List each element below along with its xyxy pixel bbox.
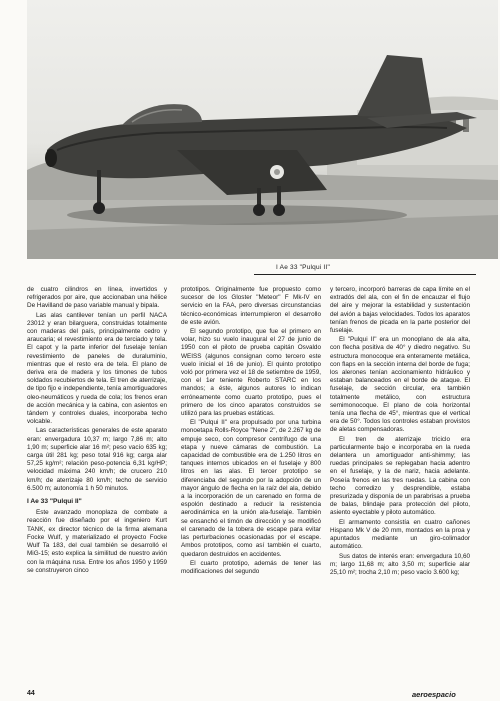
article-column-1 xyxy=(27,286,167,576)
section-heading: I Ae 33 "Pulqui II" xyxy=(27,498,82,506)
article-column-2 xyxy=(181,286,321,577)
paragraph: Sus datos de interés eran: envergadura 10,60 m; largo 11,68 m; alto 3,50 m; superficie alar 25,10 m²; trocha 2,10 m; peso vacío 3.600 kg; xyxy=(330,552,470,576)
paragraph: El tren de aterrizaje triciclo era particularmente bajo e incorporaba en la rueda delantera un amortiguador anti-shimmy; las ruedas principales se replegaban hacia adentro en el fuselaje, y la de nariz, hacia adelante. Poseía frenos en las tres ruedas. La cabina con techo corredizo y desprendible, estaba presurizada y disponía de un parabrisas a prueba de balas, blindaje para protección del piloto, asiento eyectable y piloto automático. xyxy=(330,435,470,517)
paragraph: Las alas cantilever tenían un perfil NACA 23012 y eran bilarguera, construidas totalmente con maderas del país, principalmente cedro y araucaria; el revestimiento era de terciado y tela. El capot y la parte inferior del fuselaje tenían revestimiento de paneles de duraluminio, mientras que el resto era de tela. El plano de deriva era de madera y los timones de tubos soldados recubiertos de tela. El tren de aterrizaje, de tipo fijo e independiente, tenía amortiguadores oleo-neumáticos y rueda de cola; los frenos eran de acción mecánica y la cabina, con asientos en tándem y controles duales, incorporaba techo volcable. xyxy=(27,311,167,426)
paragraph: El segundo prototipo, que fue el primero en volar, hizo su vuelo inaugural el 27 de junio de 1950 con el piloto de prueba capitán Osvaldo WEISS (algunos consignan como tercero este vuelo inicial el 16 de junio). El quinto prototipo voló por primera vez el 18 de setiembre de 1959, con el 1er teniente Roberto STARC en los mandos; a éste, algunos autores lo indican erróneamente como cuarto prototipo, pues el primero de los cinco aparatos construidos se utilizó para las pruebas estáticas. xyxy=(181,328,321,418)
paragraph: Las características generales de este aparato eran: envergadura 10,37 m; largo 7,86 m; alto 1,90 m; superficie alar 16 m²; peso vacío 635 kg; carga útil 281 kg; peso total 916 kg; carga alar 57,25 kg/m²; relación peso-potencia 6,31 kg/HP; velocidad máxima 240 km/h; de crucero 210 km/h; de aterrizaje 80 km/h; techo de servicio 6.500 m; autonomía 1 h 50 minutos. xyxy=(27,427,167,492)
paragraph: prototipos. Originalmente fue propuesto como sucesor de los Gloster "Meteor" F Mk-IV en servicio en la FAA, pero diversas circunstancias técnico-económicas interrumpieron el desarrollo de este avión. xyxy=(181,286,321,326)
article-column-3 xyxy=(330,286,470,578)
pulqui-ii-photo-illustration xyxy=(27,0,498,259)
paragraph: El armamento consistía en cuatro cañones Hispano Mk V de 20 mm, montados en la proa y apuntados mediante un giro-colimador automático. xyxy=(330,518,470,551)
paragraph: Este avanzado monoplaza de combate a reacción fue diseñado por el ingeniero Kurt TANK, ex director técnico de la firma alemana Focke Wulf, y materializado el proyecto Focke Wulf Ta 183, del cual también se desarrolló el MiG-15; esto explica la similitud de nuestro avión con la máquina rusa. Entre los años 1950 y 1959 se construyeron cinco xyxy=(27,509,167,574)
magazine-name: aeroespacio xyxy=(412,690,456,699)
paragraph: El "Pulqui II" era un monoplano de ala alta, con flecha positiva de 40° y diedro negativo. Su estructura monocoque era enteramente metálica, con flaps en la sección interna del borde de fuga; los alerones tenían accionamiento hidráulico y estaban balanceados en el borde de ataque. El fuselaje, de sección circular, era también totalmente metálico, con estructura semimonocoque. El plano de cola horizontal tenía una flecha de 45°, mientras que el vertical era de 50°. Todos los controles estaban provistos de aletas compensadoras. xyxy=(330,336,470,434)
paragraph: y tercero, incorporó barreras de capa límite en el extradós del ala, con el fin de encauzar el flujo del aire y mejorar la estabilidad y sustentación del avión a bajas velocidades. Todos los aparatos tenían frenos de picada en la parte posterior del fuselaje. xyxy=(330,286,470,335)
paragraph: El "Pulqui II" era propulsado por una turbina monoetapa Rolls-Royce "Nene 2", de 2.267 kg de empuje seco, con compresor centrífugo de una etapa y nueve cámaras de combustión. La capacidad de combustible era de 1.250 litros en tanques internos ubicados en el fuselaje y 800 litros en las alas. El tercer prototipo se diferenciaba del segundo por la adopción de un mayor ángulo de flecha en la raíz del ala, debido a la incorporación de un carenado en forma de espolón destinado a reducir la resistencia aerodinámica en la unión ala-fuselaje. También se ensanchó el timón de dirección y se modificó el carenado de la tobera de escape para evitar las perturbaciones ocasionadas por el escape. Ambos prototipos, como así también el cuarto, quedaron destruidos en accidentes. xyxy=(181,419,321,558)
photo-caption: I Ae 33 "Pulqui II" xyxy=(276,264,330,271)
aircraft-photo xyxy=(27,0,498,259)
page-number: 44 xyxy=(27,690,35,697)
paragraph: de cuatro cilindros en línea, invertidos y refrigerados por aire, que accionaban una hélice De Havilland de paso variable manual y bipala. xyxy=(27,286,167,310)
paragraph: El cuarto prototipo, además de tener las modificaciones del segundo xyxy=(181,559,321,575)
